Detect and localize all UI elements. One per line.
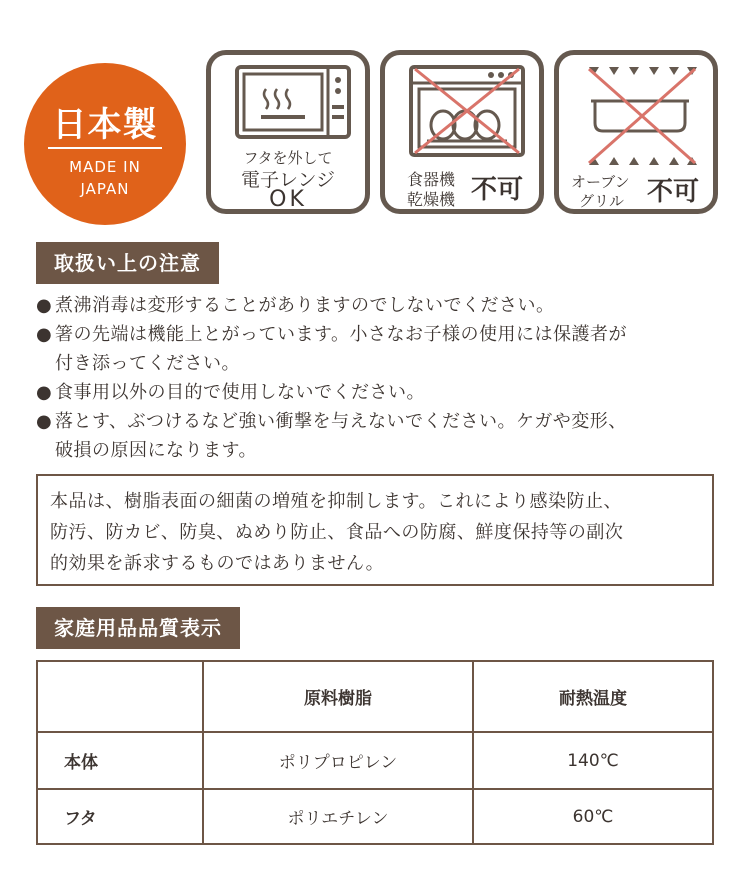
oven-text-2: グリル — [579, 192, 625, 210]
microwave-ok-card — [206, 50, 370, 214]
antibacterial-note — [36, 474, 714, 586]
bullet-icon: ● — [36, 295, 53, 316]
precautions-list — [36, 291, 726, 465]
col-heat-header: 耐熱温度 — [473, 661, 713, 732]
badge-divider — [48, 147, 162, 149]
dishwasher-ng-label: 不可 — [471, 175, 524, 205]
dishwasher-ng-card — [380, 50, 544, 214]
badge-subtitle — [24, 156, 186, 200]
quality-heading: 家庭用品品質表示 — [36, 607, 240, 649]
oven-ng-card — [554, 50, 718, 214]
badge-sub-line1: MADE IN — [69, 158, 141, 176]
bullet-icon: ● — [36, 382, 53, 403]
note-line-3: 的効果を訴求するものではありません。 — [50, 553, 385, 574]
microwave-text-1: フタを外して — [243, 149, 333, 167]
table-row — [37, 732, 713, 789]
col-material-header: 原料樹脂 — [203, 661, 473, 732]
badge-title: 日本製 — [52, 105, 158, 145]
microwave-ok-label: OK — [269, 187, 307, 212]
list-item-text: 箸の先端は機能上とがっています。小さなお子様の使用には保護者が — [55, 324, 628, 345]
list-item — [36, 378, 726, 407]
list-item-text: 落とす、ぶつけるなど強い衝撃を与えないでください。ケガや変形、 — [55, 411, 627, 432]
oven-ng-label: 不可 — [647, 177, 700, 207]
table-header-row — [37, 661, 713, 732]
precautions-heading: 取扱い上の注意 — [36, 242, 219, 284]
list-item-text: 食事用以外の目的で使用しないでください。 — [55, 382, 425, 403]
note-line-1: 本品は、樹脂表面の細菌の増殖を抑制します。これにより感染防止、 — [50, 491, 623, 512]
dishwasher-text-2: 乾燥機 — [407, 190, 456, 209]
heat-cell: 140℃ — [473, 732, 713, 789]
made-in-japan-badge — [24, 63, 186, 225]
oven-text-1: オーブン — [571, 173, 630, 191]
table-row — [37, 789, 713, 844]
microwave-text-2: 電子レンジ — [240, 169, 336, 191]
list-item-text: 煮沸消毒は変形することがありますのでしないでください。 — [55, 295, 555, 316]
row-label: 本体 — [37, 732, 203, 789]
bullet-icon: ● — [36, 411, 53, 432]
note-line-2: 防汚、防カビ、防臭、ぬめり防止、食品への防腐、鮮度保持等の副次 — [50, 522, 624, 543]
dishwasher-text-1: 食器機 — [407, 170, 456, 189]
table-corner-cell — [37, 661, 203, 732]
list-item-text-cont: 破損の原因になります。 — [55, 440, 258, 461]
bullet-icon: ● — [36, 324, 53, 345]
badge-sub-line2: JAPAN — [80, 180, 130, 198]
heat-cell: 60℃ — [473, 789, 713, 844]
quality-table — [36, 660, 714, 845]
list-item — [36, 320, 726, 378]
list-item — [36, 407, 726, 465]
list-item-text-cont: 付き添ってください。 — [55, 353, 240, 374]
row-label: フタ — [37, 789, 203, 844]
list-item — [36, 291, 726, 320]
material-cell: ポリエチレン — [203, 789, 473, 844]
material-cell: ポリプロピレン — [203, 732, 473, 789]
